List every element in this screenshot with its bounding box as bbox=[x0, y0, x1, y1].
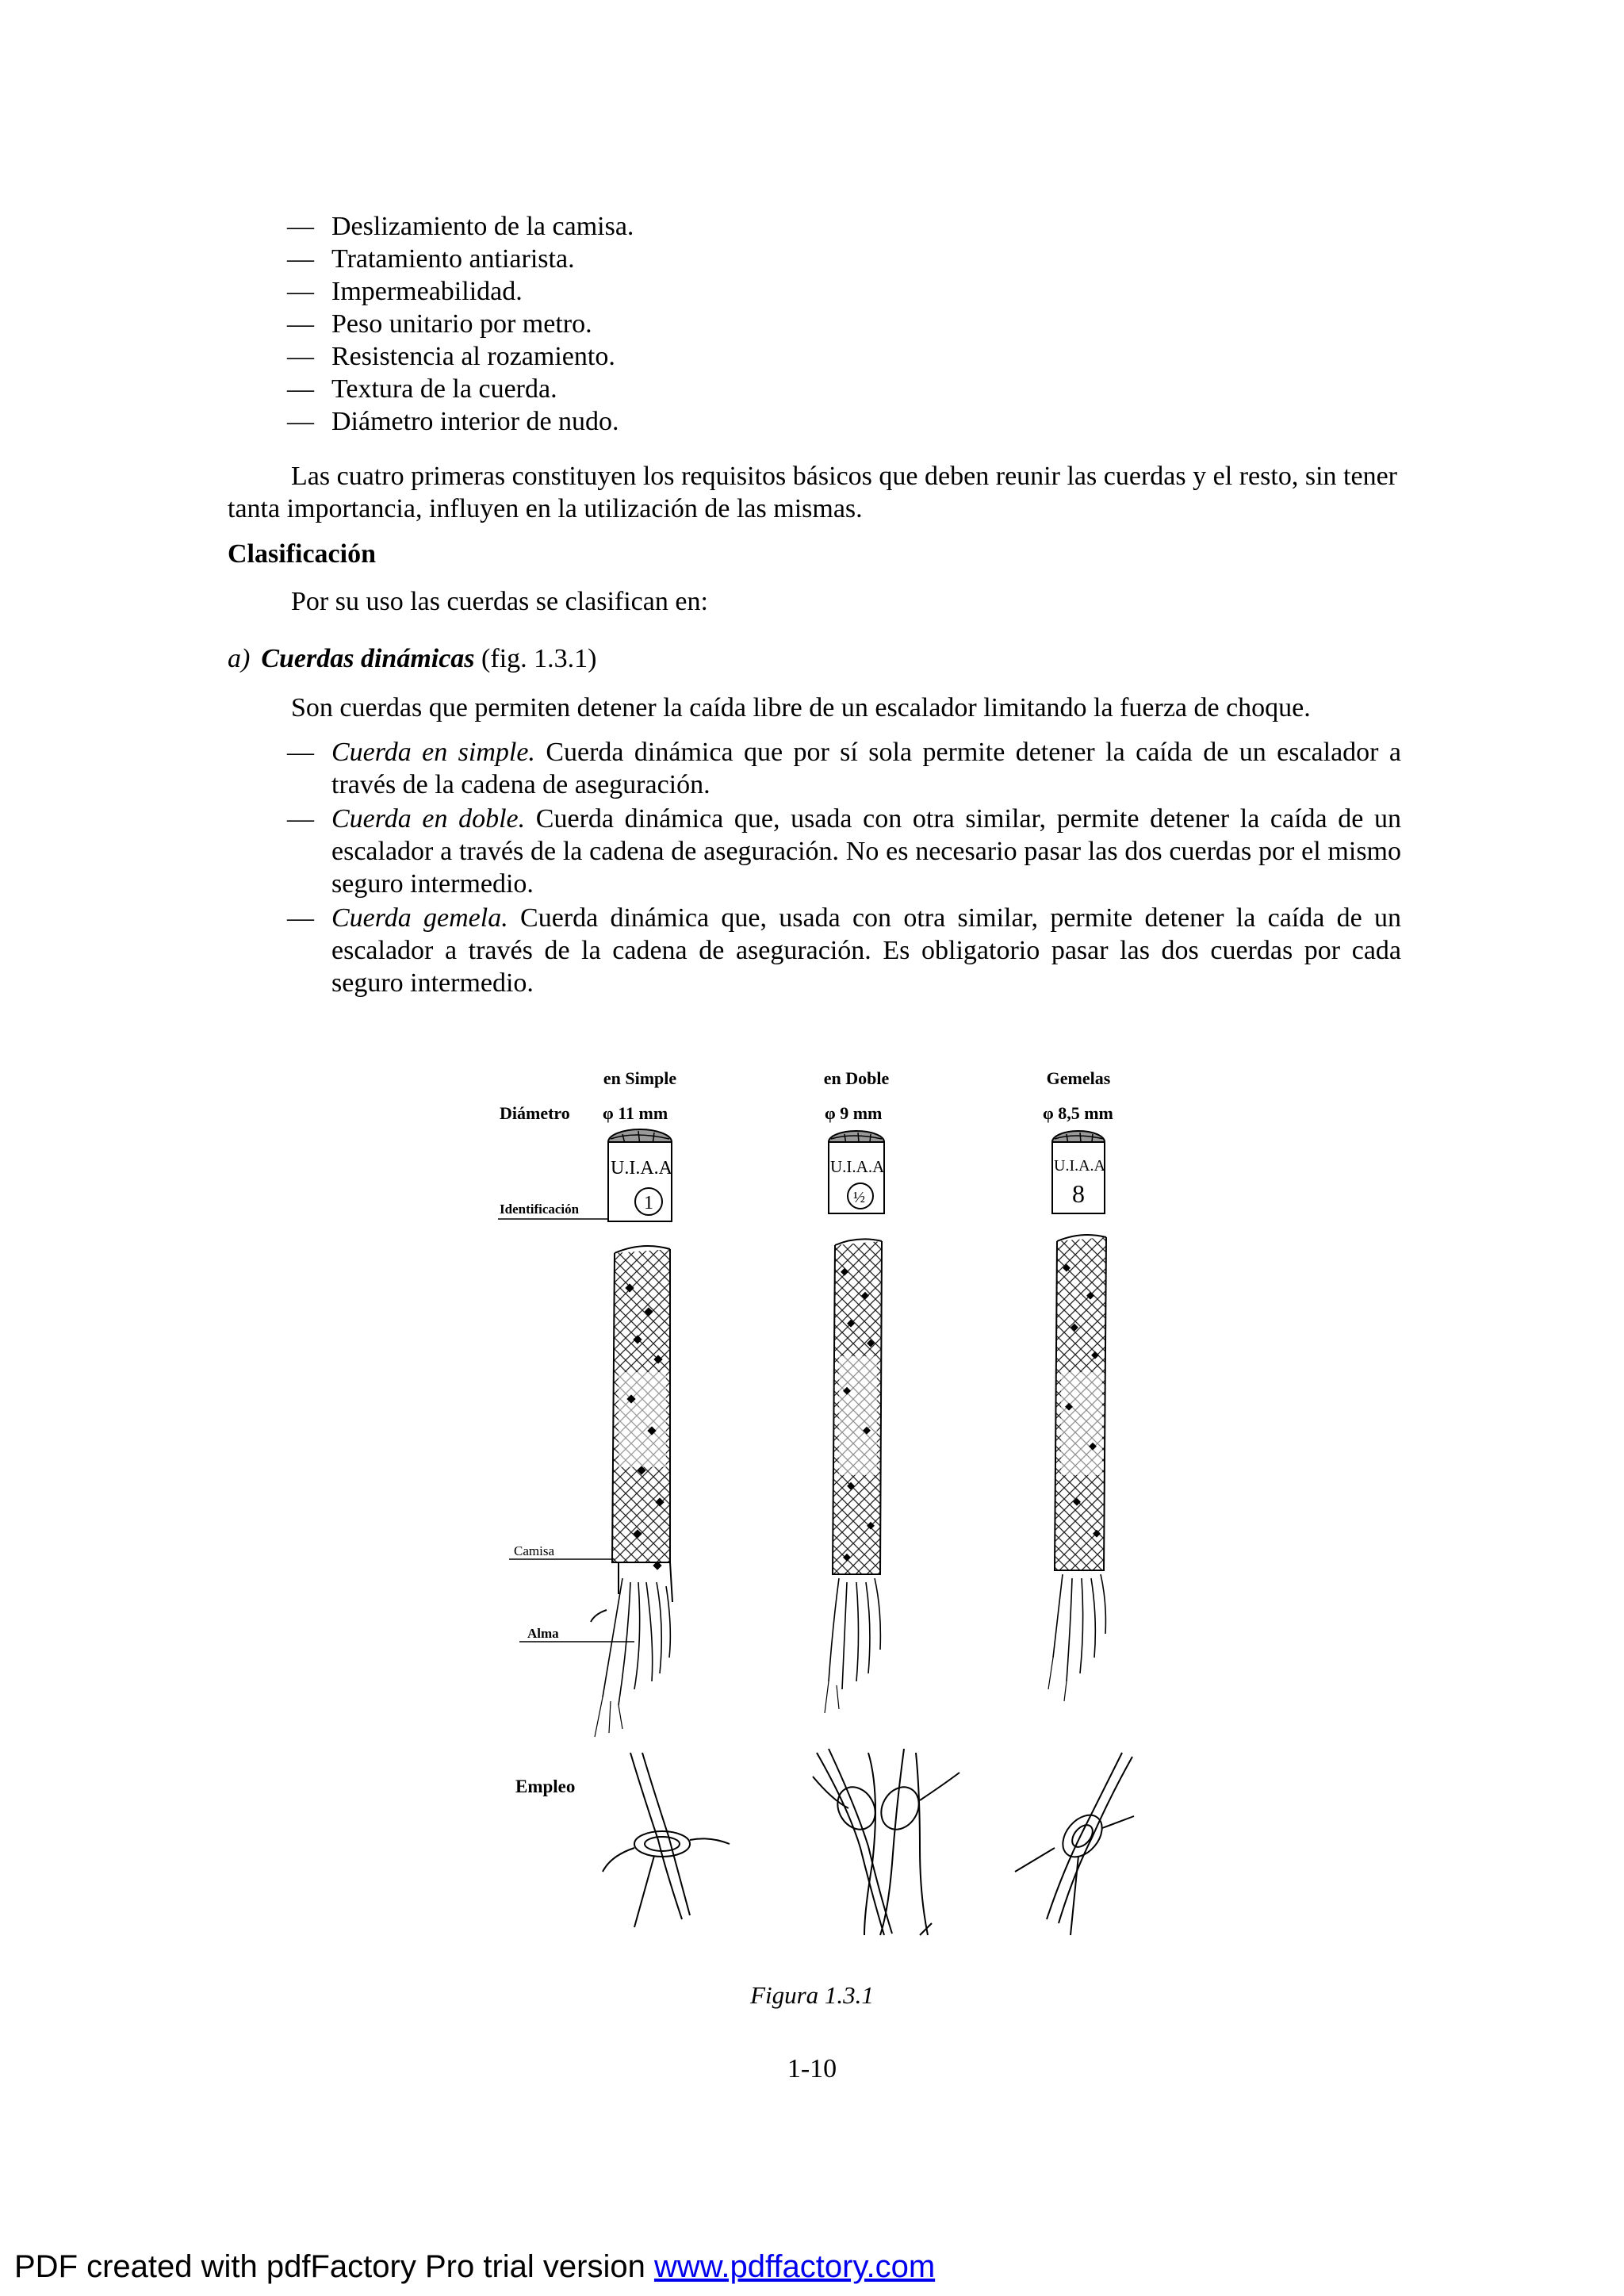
rope-types-figure bbox=[476, 1055, 1189, 1943]
definition-item: — Cuerda en simple. Cuerda dinámica que por sí sola permite detener la caída de un escalador a través de la cadena de aseguración. bbox=[287, 738, 1401, 799]
label-alma: Alma bbox=[527, 1626, 559, 1641]
section-heading-clasificacion: Clasificación bbox=[228, 539, 376, 569]
definition-text: Cuerda dinámica que por sí sola permite detener la caída de un escalador a través de la cadena de aseguración. bbox=[331, 738, 1401, 799]
column-title-doble: en Doble bbox=[823, 1068, 890, 1088]
property-list bbox=[287, 210, 1397, 438]
footer-link[interactable]: www.pdffactory.com bbox=[653, 2249, 936, 2284]
diameter-doble: φ 9 mm bbox=[825, 1103, 883, 1123]
list-item: — Impermeabilidad. bbox=[287, 277, 523, 306]
column-title-simple: en Simple bbox=[603, 1068, 677, 1088]
svg-text:U.I.A.A: U.I.A.A bbox=[1054, 1157, 1105, 1175]
list-item: — Textura de la cuerda. bbox=[287, 374, 557, 404]
paragraph-requirements: Las cuatro primeras constituyen los requisitos básicos que deben reunir las cuerdas y el resto, sin tener tanta importancia, influyen en la utilización de las mismas. bbox=[228, 462, 1397, 523]
subsection-label: a) bbox=[228, 644, 251, 673]
list-item: — Diámetro interior de nudo. bbox=[287, 407, 619, 436]
rope-simple-illustration bbox=[591, 1129, 673, 1737]
svg-text:1: 1 bbox=[644, 1193, 653, 1213]
subsection-title: Cuerdas dinámicas bbox=[261, 644, 475, 673]
figure-caption: Figura 1.3.1 bbox=[750, 1981, 874, 2009]
diameter-label: Diámetro bbox=[500, 1103, 570, 1123]
definition-term: Cuerda gemela. bbox=[331, 903, 508, 933]
definition-text: Cuerda dinámica que, usada con otra similar, permite detener la caída de un escalador a través de la cadena de aseguración. No es necesario pasar las dos cuerdas por el mismo seguro intermedio. bbox=[331, 804, 1402, 899]
diameter-gemelas: φ 8,5 mm bbox=[1043, 1103, 1113, 1123]
list-item: — Resistencia al rozamiento. bbox=[287, 342, 615, 371]
paragraph-classification-intro: Por su uso las cuerdas se clasifican en: bbox=[291, 587, 708, 616]
definition-term: Cuerda en doble. bbox=[331, 804, 526, 834]
footer-text: PDF created with pdfFactory Pro trial version bbox=[14, 2249, 654, 2284]
page-number: 1-10 bbox=[787, 2054, 837, 2083]
paragraph-dynamic-ropes: Son cuerdas que permiten detener la caída libre de un escalador limitando la fuerza de choque. bbox=[291, 693, 1311, 723]
rope-doble-illustration bbox=[825, 1131, 885, 1713]
svg-text:½: ½ bbox=[853, 1189, 865, 1206]
svg-text:8: 8 bbox=[1072, 1179, 1085, 1208]
usage-gemelas-sketch bbox=[1015, 1753, 1134, 1935]
label-camisa: Camisa bbox=[514, 1543, 554, 1558]
list-item: — Tratamiento antiarista. bbox=[287, 244, 575, 274]
pdf-footer bbox=[14, 2249, 935, 2285]
usage-doble-sketch bbox=[813, 1749, 959, 1935]
definition-term: Cuerda en simple. bbox=[331, 738, 535, 767]
label-identificacion: Identificación bbox=[500, 1202, 580, 1217]
definition-text: Cuerda dinámica que, usada con otra similar, permite detener la caída de un escalador a través de la cadena de aseguración. Es obligatorio pasar las dos cuerdas por cada seguro intermedio. bbox=[331, 903, 1402, 998]
diameter-simple: φ 11 mm bbox=[603, 1103, 668, 1123]
column-title-gemelas: Gemelas bbox=[1046, 1068, 1111, 1088]
list-item: — Peso unitario por metro. bbox=[287, 309, 592, 339]
definition-item: — Cuerda gemela. Cuerda dinámica que, usada con otra similar, permite detener la caída de un escalador a través de la cadena de aseguración. Es obligatorio pasar las dos cuerdas por cada seguro intermedio. bbox=[287, 903, 1402, 998]
subsection-heading-cuerdas-dinamicas bbox=[228, 644, 596, 674]
rope-gemelas-illustration bbox=[1048, 1131, 1106, 1701]
label-empleo: Empleo bbox=[515, 1777, 576, 1796]
usage-simple-sketch bbox=[603, 1753, 730, 1927]
svg-text:U.I.A.A: U.I.A.A bbox=[611, 1158, 672, 1179]
definition-item: — Cuerda en doble. Cuerda dinámica que, usada con otra similar, permite detener la caída de un escalador a través de la cadena de aseguración. No es necesario pasar las dos cuerdas por el mismo seguro intermedio. bbox=[287, 804, 1402, 899]
svg-text:U.I.A.A: U.I.A.A bbox=[830, 1157, 885, 1176]
list-item: — Deslizamiento de la camisa. bbox=[287, 212, 634, 241]
figure-reference: (fig. 1.3.1) bbox=[481, 644, 597, 673]
rope-definition-list bbox=[287, 736, 1401, 1001]
